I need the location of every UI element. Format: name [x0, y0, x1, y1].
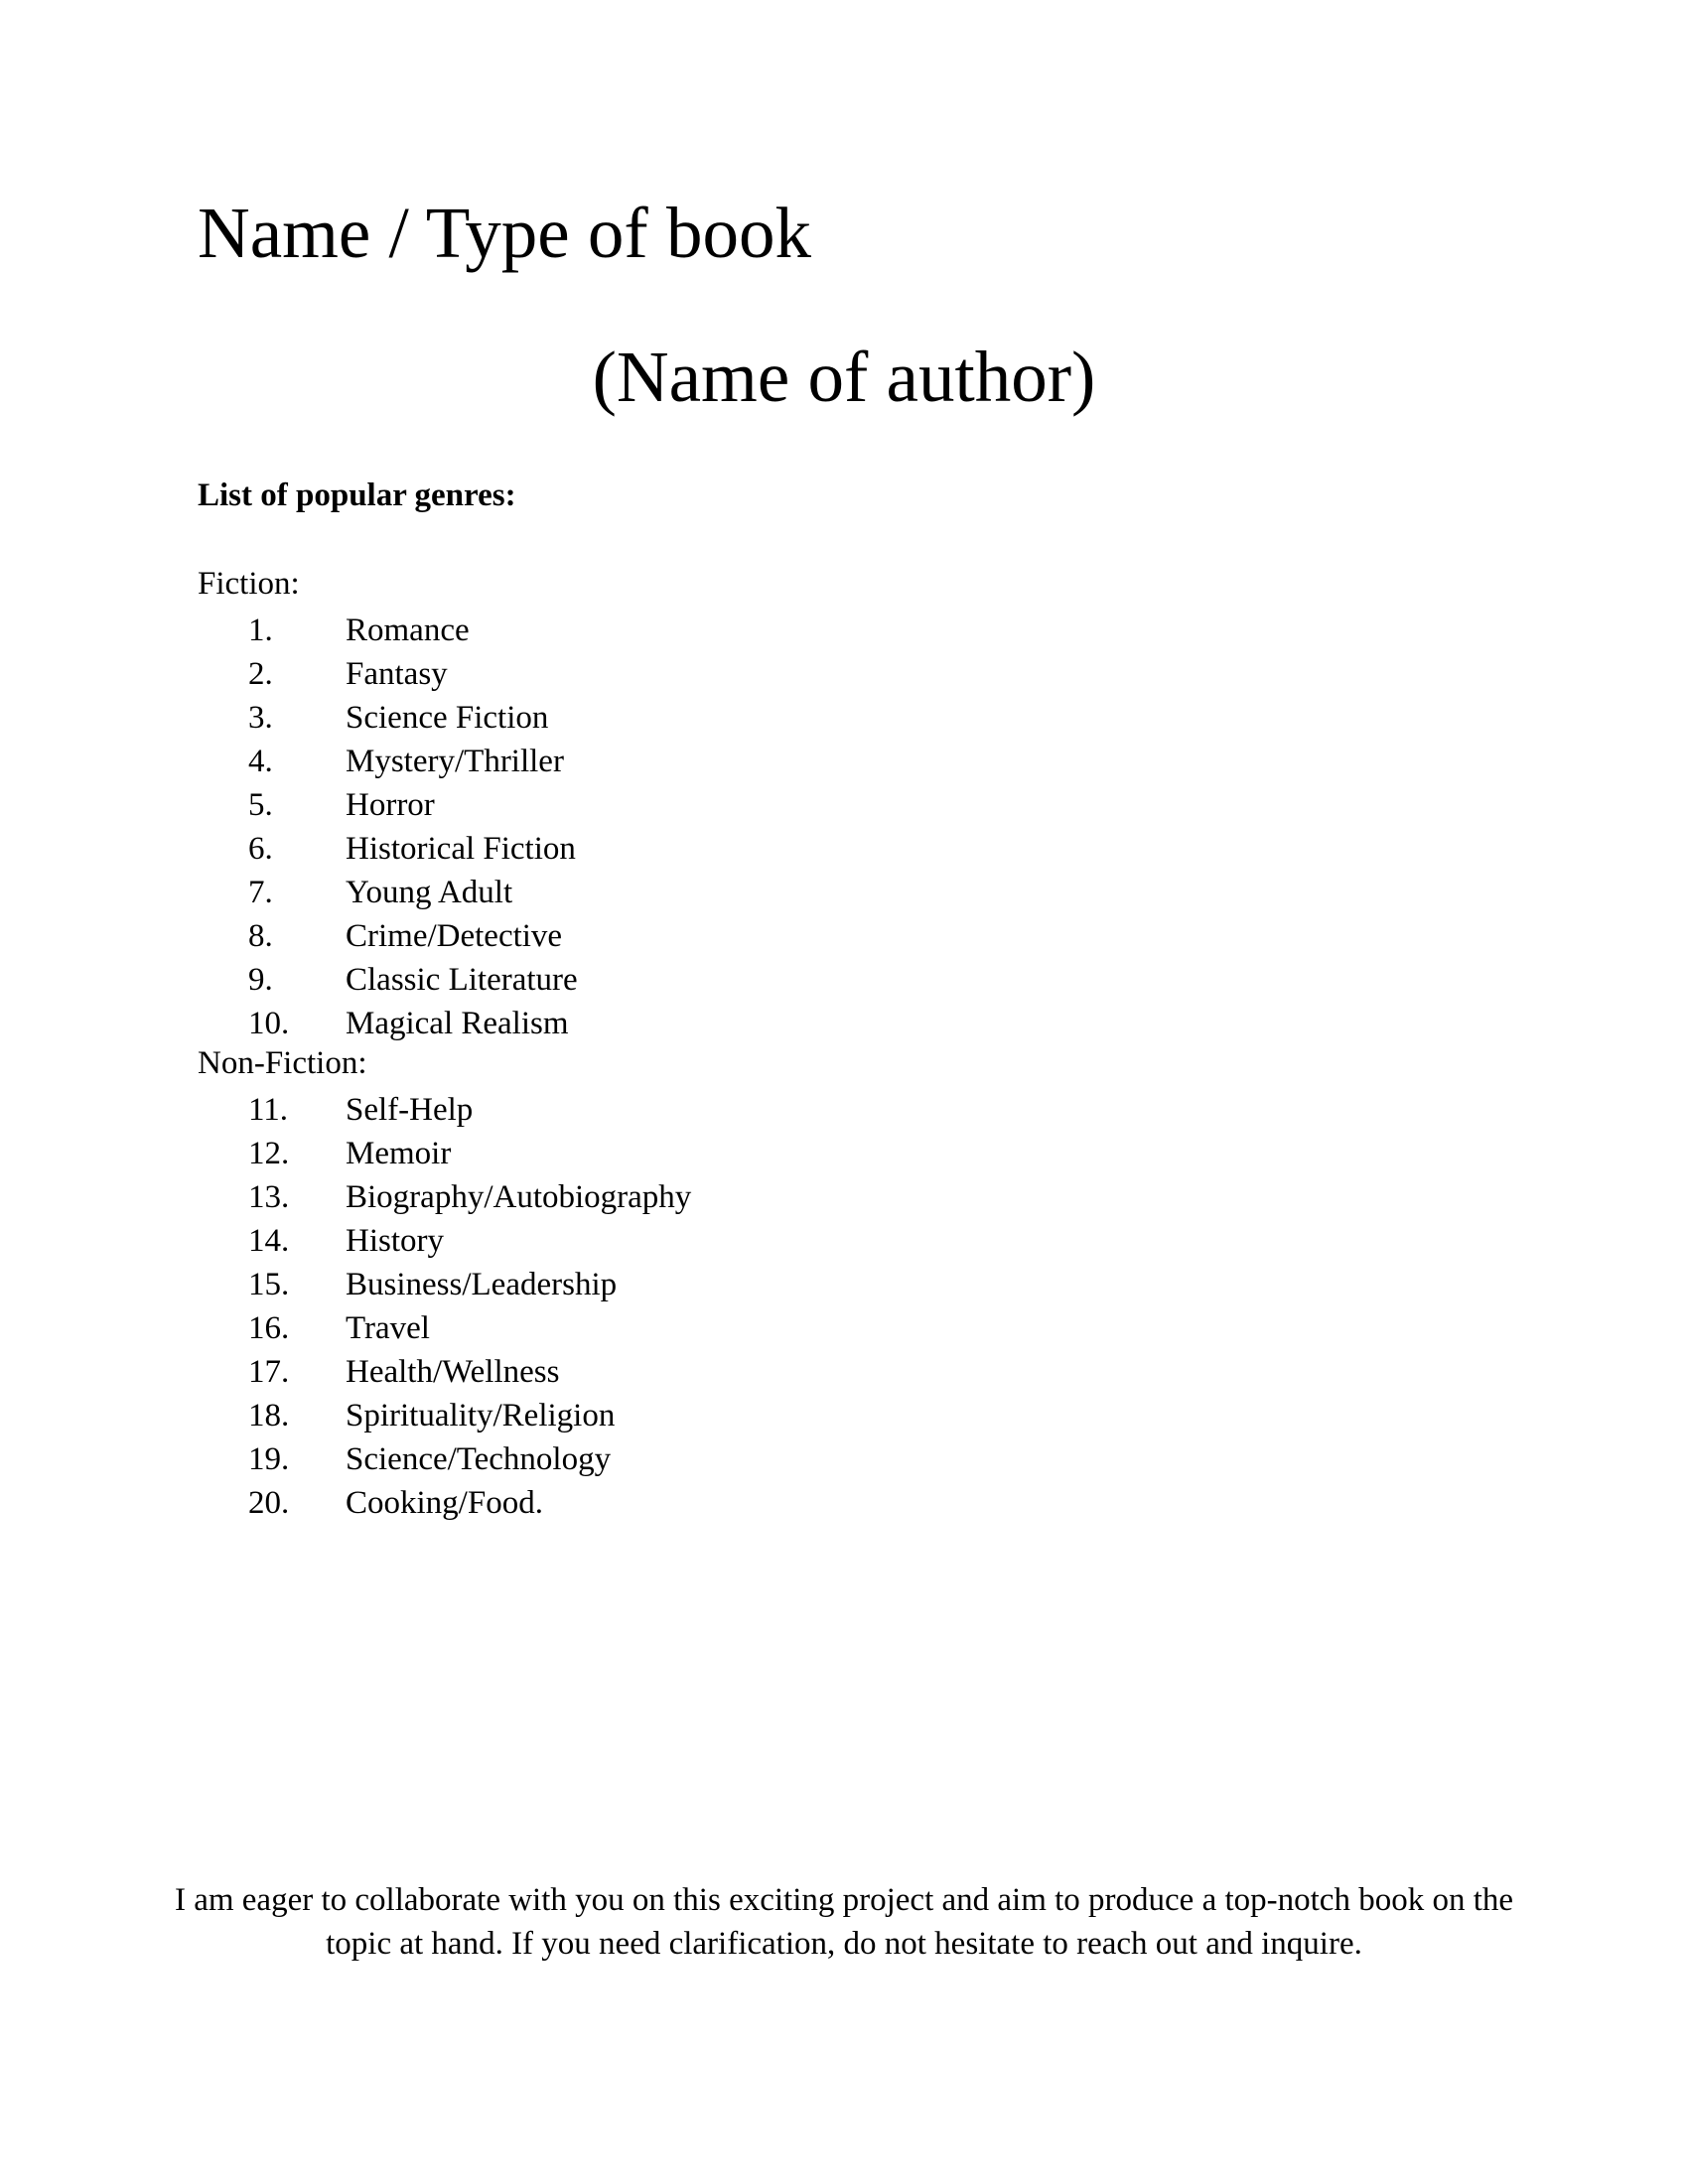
nonfiction-label: Non-Fiction: — [198, 1045, 367, 1081]
genre-name: Self-Help — [346, 1092, 474, 1128]
item-number: 9. — [248, 962, 273, 998]
genre-name: Memoir — [346, 1136, 452, 1171]
genre-name: Historical Fiction — [346, 831, 576, 867]
item-number: 10. — [248, 1006, 290, 1041]
fiction-label: Fiction: — [198, 566, 300, 602]
genre-name: Young Adult — [346, 875, 513, 910]
item-number: 13. — [248, 1179, 290, 1215]
item-number: 8. — [248, 918, 273, 954]
genre-name: History — [346, 1223, 444, 1259]
item-number: 15. — [248, 1267, 290, 1302]
item-number: 1. — [248, 613, 273, 648]
item-number: 4. — [248, 744, 273, 779]
genre-name: Cooking/Food. — [346, 1485, 543, 1521]
item-number: 11. — [248, 1092, 289, 1128]
item-number: 19. — [248, 1441, 290, 1477]
genre-name: Classic Literature — [346, 962, 578, 998]
author-name: (Name of author) — [592, 337, 1096, 417]
genre-name: Spirituality/Religion — [346, 1398, 616, 1433]
item-number: 3. — [248, 700, 273, 736]
item-number: 14. — [248, 1223, 290, 1259]
item-number: 18. — [248, 1398, 290, 1433]
item-number: 20. — [248, 1485, 290, 1521]
genre-name: Mystery/Thriller — [346, 744, 564, 779]
genre-name: Crime/Detective — [346, 918, 563, 954]
item-number: 2. — [248, 656, 273, 692]
genre-name: Travel — [346, 1310, 430, 1346]
book-title: Name / Type of book — [198, 193, 811, 273]
genre-name: Romance — [346, 613, 470, 648]
genre-name: Health/Wellness — [346, 1354, 560, 1390]
item-number: 6. — [248, 831, 273, 867]
item-number: 16. — [248, 1310, 290, 1346]
genre-name: Magical Realism — [346, 1006, 569, 1041]
genre-name: Biography/Autobiography — [346, 1179, 692, 1215]
item-number: 7. — [248, 875, 273, 910]
item-number: 17. — [248, 1354, 290, 1390]
genre-name: Science/Technology — [346, 1441, 612, 1477]
genre-name: Business/Leadership — [346, 1267, 618, 1302]
genres-heading: List of popular genres: — [198, 478, 516, 513]
closing-paragraph: I am eager to collaborate with you on this exciting project and aim to produce a top-notch book on the topic at hand. If you need clarification, do not hesitate to reach out and inquire. — [174, 1882, 1514, 1962]
item-number: 12. — [248, 1136, 290, 1171]
item-number: 5. — [248, 787, 273, 823]
genre-name: Horror — [346, 787, 435, 823]
genre-name: Fantasy — [346, 656, 448, 692]
genre-name: Science Fiction — [346, 700, 549, 736]
